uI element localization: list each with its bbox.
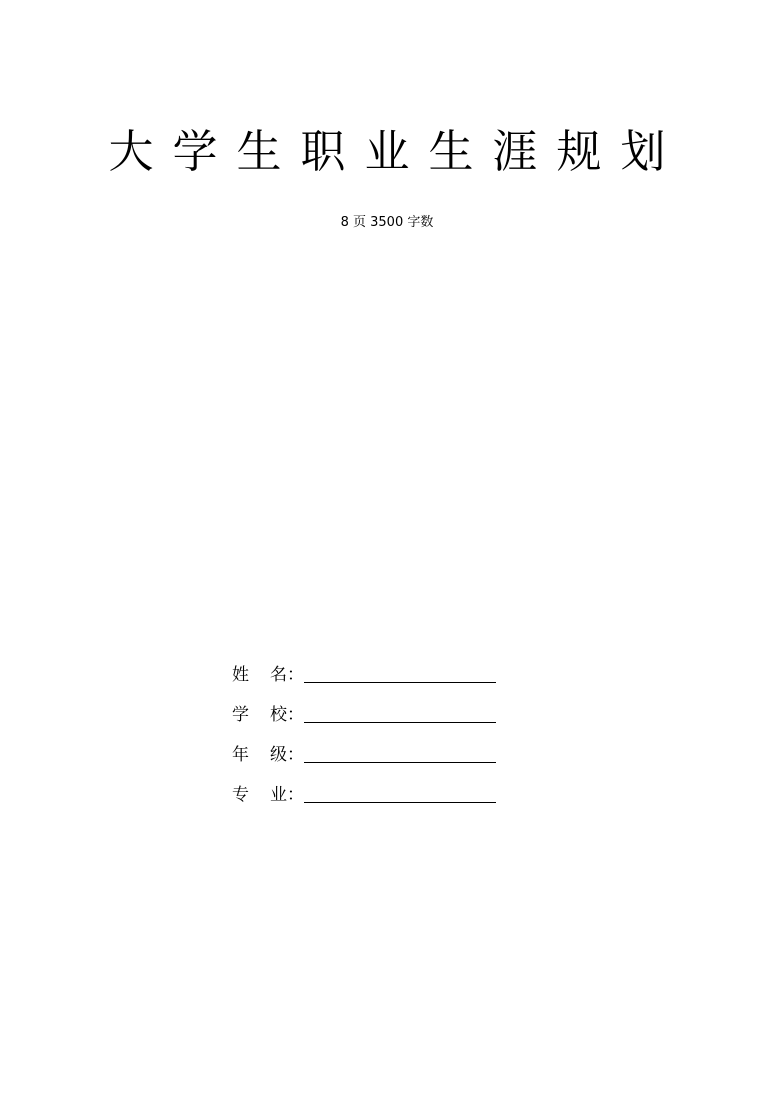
grade-label-char-2: 级： — [270, 745, 304, 765]
name-label-char-1: 姓 — [232, 665, 249, 685]
major-label-char-2: 业： — [270, 785, 304, 805]
document-title: 大学生职业生涯规划 — [108, 125, 685, 178]
name-label — [232, 664, 304, 686]
form-row-name — [232, 660, 502, 700]
cover-info-form — [232, 660, 502, 820]
major-label — [232, 784, 304, 806]
school-label-char-1: 学 — [232, 705, 249, 725]
name-label-char-2: 名： — [270, 665, 304, 685]
major-label-char-1: 专 — [232, 785, 249, 805]
school-field-line[interactable] — [304, 722, 496, 723]
name-field-line[interactable] — [304, 682, 496, 683]
school-label — [232, 704, 304, 726]
form-row-grade — [232, 740, 502, 780]
grade-label — [232, 744, 304, 766]
document-subtitle: 8 页 3500 字数 — [340, 215, 434, 230]
grade-field-line[interactable] — [304, 762, 496, 763]
grade-label-char-1: 年 — [232, 745, 249, 765]
school-label-char-2: 校： — [270, 705, 304, 725]
form-row-major — [232, 780, 502, 820]
major-field-line[interactable] — [304, 802, 496, 803]
form-row-school — [232, 700, 502, 740]
